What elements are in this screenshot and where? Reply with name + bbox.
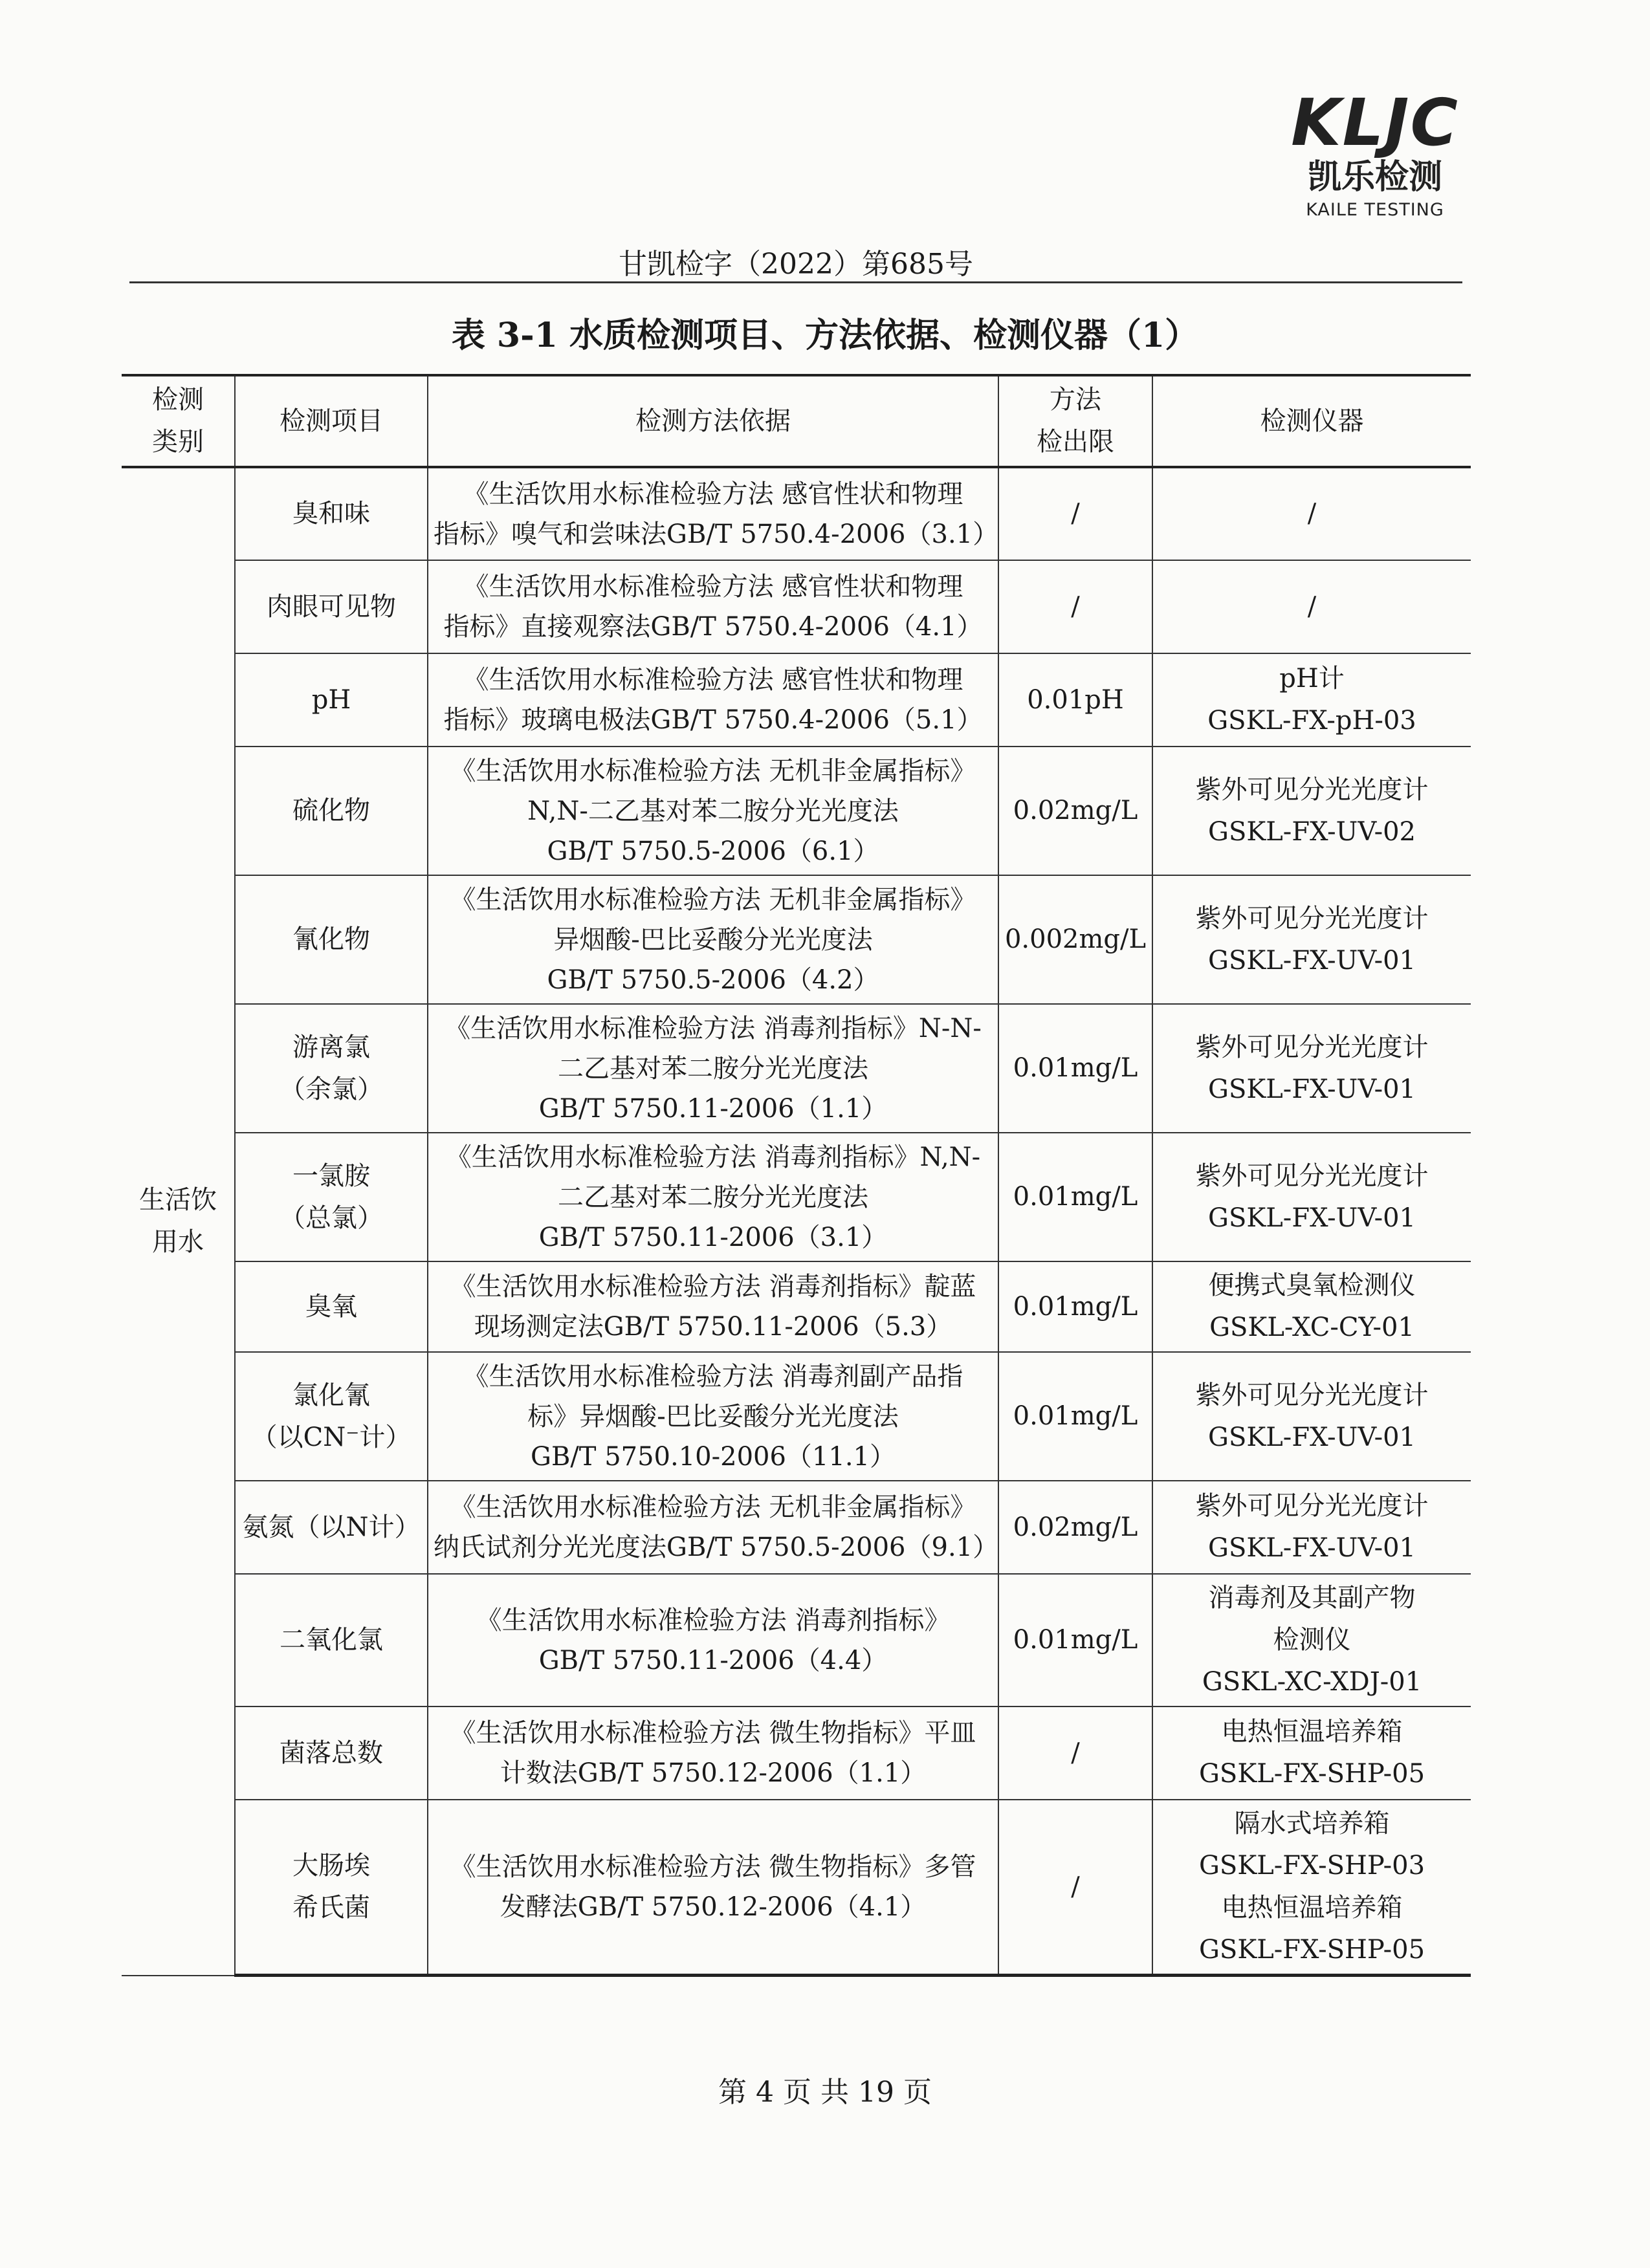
cell-limit: 0.01mg/L [998,1261,1152,1352]
table-row [122,747,1471,875]
cell-category: 生活饮 用水 [122,467,235,1976]
cell-instrument: 紫外可见分光光度计 GSKL-FX-UV-02 [1152,747,1471,875]
header-divider [129,281,1462,283]
logo-mark: KLJC [1291,85,1459,160]
test-items-table [122,374,1471,1977]
header-item: 检测项目 [235,375,428,467]
header-limit: 方法 检出限 [998,375,1152,467]
cell-instrument: 紫外可见分光光度计 GSKL-FX-UV-01 [1152,1004,1471,1133]
table-title: 表 3-1 水质检测项目、方法依据、检测仪器（1） [451,316,1199,355]
header-instrument: 检测仪器 [1152,375,1471,467]
cell-item: 一氯胺 （总氯） [235,1133,428,1261]
cell-method: 《生活饮用水标准检验方法 感官性状和物理 指标》直接观察法GB/T 5750.4-2006（4.1） [428,560,998,653]
table-row [122,560,1471,653]
cell-method: 《生活饮用水标准检验方法 消毒剂指标》 GB/T 5750.11-2006（4.4） [428,1574,998,1706]
cell-instrument: / [1152,467,1471,560]
table-row [122,653,1471,747]
cell-limit: / [998,1706,1152,1800]
cell-method: 《生活饮用水标准检验方法 微生物指标》平皿 计数法GB/T 5750.12-2006（1.1） [428,1706,998,1800]
cell-method: 《生活饮用水标准检验方法 消毒剂副产品指 标》异烟酸-巴比妥酸分光光度法 GB/T 5750.10-2006（11.1） [428,1352,998,1481]
cell-item: 氰化物 [235,875,428,1004]
cell-item: 菌落总数 [235,1706,428,1800]
logo-english-name: KAILE TESTING [1306,200,1444,220]
cell-item: 氨氮（以N计） [235,1481,428,1574]
cell-limit: / [998,560,1152,653]
document-number: 甘凯检字（2022）第685号 [619,248,973,281]
cell-method: 《生活饮用水标准检验方法 消毒剂指标》N-N- 二乙基对苯二胺分光光度法 GB/T 5750.11-2006（1.1） [428,1004,998,1133]
cell-limit: 0.01mg/L [998,1004,1152,1133]
cell-item: 硫化物 [235,747,428,875]
cell-limit: 0.02mg/L [998,747,1152,875]
table-row [122,467,1471,560]
cell-limit: 0.002mg/L [998,875,1152,1004]
table-row [122,1800,1471,1976]
page-number: 第 4 页 共 19 页 [718,2076,932,2109]
table-row [122,1133,1471,1261]
table-row [122,1706,1471,1800]
header-method: 检测方法依据 [428,375,998,467]
header-category: 检测 类别 [122,375,235,467]
cell-method: 《生活饮用水标准检验方法 无机非金属指标》 纳氏试剂分光光度法GB/T 5750.5-2006（9.1） [428,1481,998,1574]
cell-item: 氯化氰 （以CN⁻计） [235,1352,428,1481]
cell-item: 大肠埃 希氏菌 [235,1800,428,1976]
cell-limit: / [998,1800,1152,1976]
cell-item: 二氧化氯 [235,1574,428,1706]
table-row [122,1574,1471,1706]
logo-chinese-name: 凯乐检测 [1307,158,1442,197]
cell-method: 《生活饮用水标准检验方法 感官性状和物理 指标》嗅气和尝味法GB/T 5750.4-2006（3.1） [428,467,998,560]
cell-instrument: 隔水式培养箱 GSKL-FX-SHP-03 电热恒温培养箱 GSKL-FX-SHP-05 [1152,1800,1471,1976]
company-logo [1284,85,1466,221]
cell-limit: 0.01mg/L [998,1574,1152,1706]
cell-limit: 0.01mg/L [998,1133,1152,1261]
cell-instrument: 紫外可见分光光度计 GSKL-FX-UV-01 [1152,1352,1471,1481]
cell-limit: / [998,467,1152,560]
cell-instrument: 紫外可见分光光度计 GSKL-FX-UV-01 [1152,875,1471,1004]
table-row [122,875,1471,1004]
table-row [122,1261,1471,1352]
cell-instrument: / [1152,560,1471,653]
cell-item: 臭和味 [235,467,428,560]
cell-instrument: 电热恒温培养箱 GSKL-FX-SHP-05 [1152,1706,1471,1800]
cell-method: 《生活饮用水标准检验方法 微生物指标》多管 发酵法GB/T 5750.12-2006（4.1） [428,1800,998,1976]
cell-item: 肉眼可见物 [235,560,428,653]
table-row [122,1004,1471,1133]
table-header-row [122,375,1471,467]
cell-item: 游离氯 （余氯） [235,1004,428,1133]
cell-instrument: pH计 GSKL-FX-pH-03 [1152,653,1471,747]
cell-limit: 0.02mg/L [998,1481,1152,1574]
cell-method: 《生活饮用水标准检验方法 消毒剂指标》靛蓝 现场测定法GB/T 5750.11-2006（5.3） [428,1261,998,1352]
table-row [122,1481,1471,1574]
cell-item: pH [235,653,428,747]
cell-limit: 0.01pH [998,653,1152,747]
cell-item: 臭氧 [235,1261,428,1352]
cell-instrument: 消毒剂及其副产物 检测仪 GSKL-XC-XDJ-01 [1152,1574,1471,1706]
cell-instrument: 紫外可见分光光度计 GSKL-FX-UV-01 [1152,1481,1471,1574]
cell-method: 《生活饮用水标准检验方法 无机非金属指标》 异烟酸-巴比妥酸分光光度法 GB/T 5750.5-2006（4.2） [428,875,998,1004]
cell-method: 《生活饮用水标准检验方法 无机非金属指标》 N,N-二乙基对苯二胺分光光度法 GB/T 5750.5-2006（6.1） [428,747,998,875]
cell-instrument: 紫外可见分光光度计 GSKL-FX-UV-01 [1152,1133,1471,1261]
cell-method: 《生活饮用水标准检验方法 消毒剂指标》N,N- 二乙基对苯二胺分光光度法 GB/T 5750.11-2006（3.1） [428,1133,998,1261]
cell-limit: 0.01mg/L [998,1352,1152,1481]
table-row [122,1352,1471,1481]
cell-instrument: 便携式臭氧检测仪 GSKL-XC-CY-01 [1152,1261,1471,1352]
cell-method: 《生活饮用水标准检验方法 感官性状和物理 指标》玻璃电极法GB/T 5750.4-2006（5.1） [428,653,998,747]
